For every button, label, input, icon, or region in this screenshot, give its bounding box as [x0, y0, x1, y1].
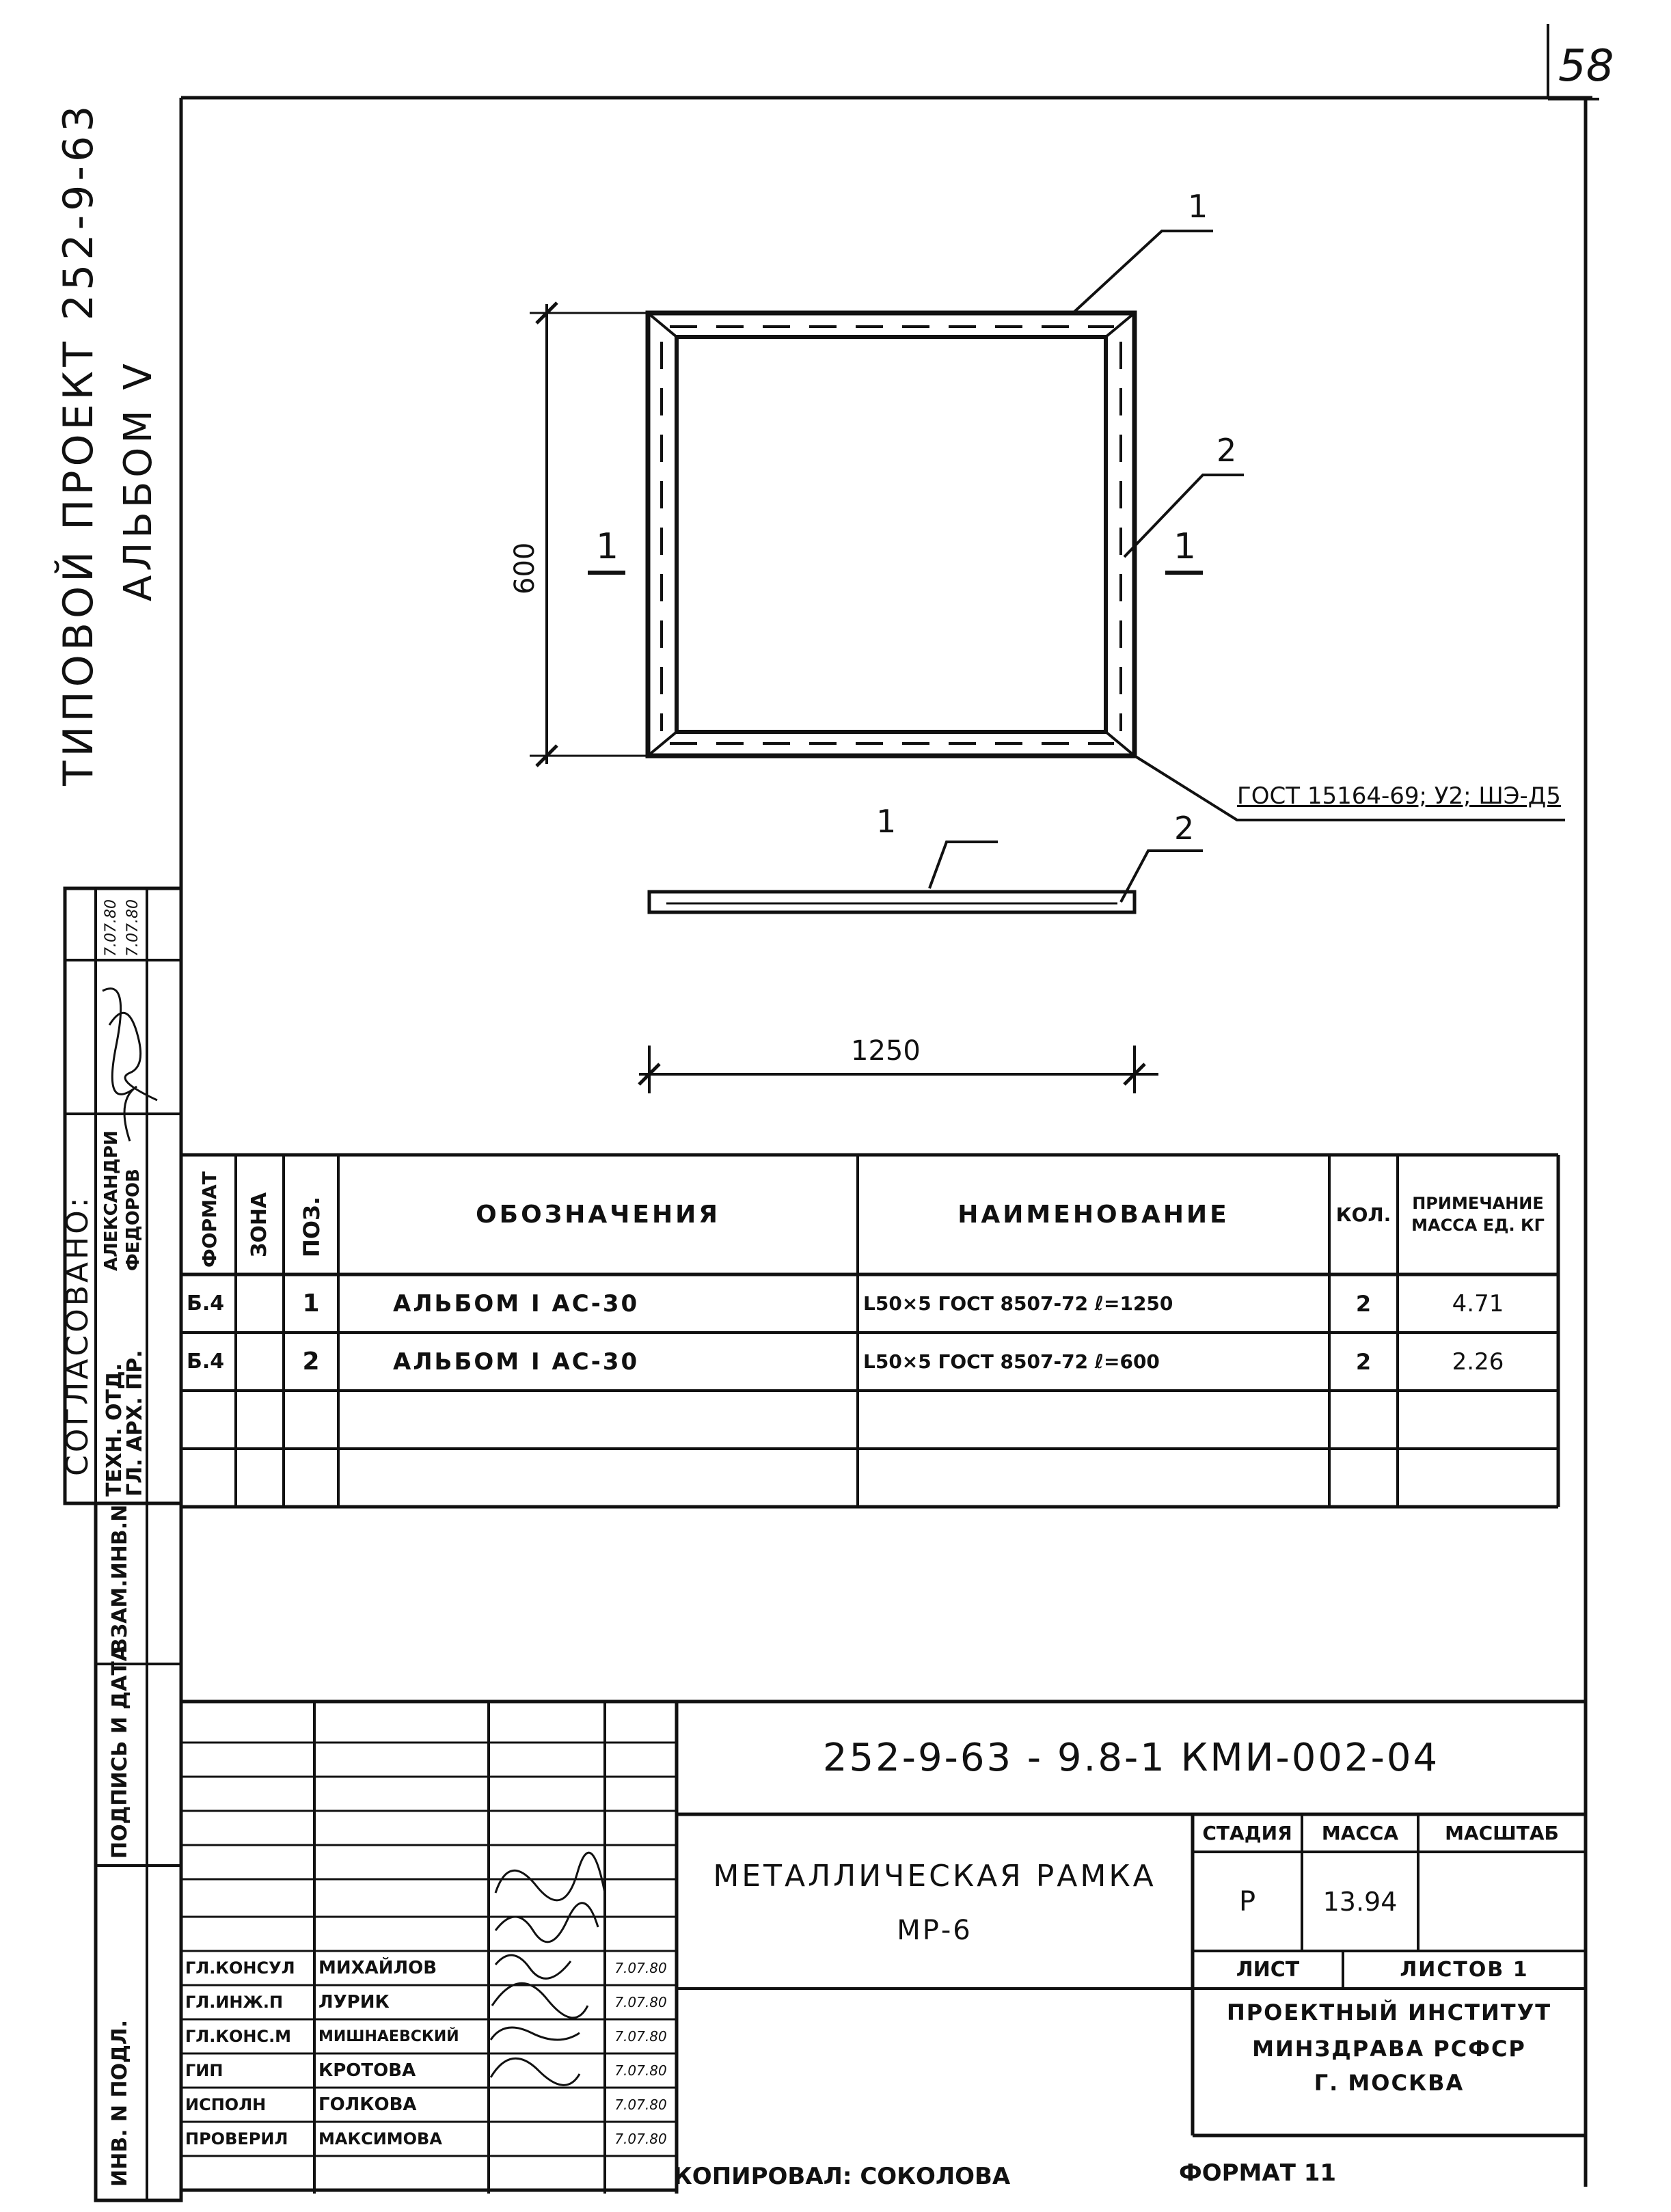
sig-name-2: ЛУРИК [318, 1992, 390, 2012]
callout-leader-1 [1073, 231, 1213, 313]
approval-role-2: ГЛ. АРХ. ПР. [123, 1350, 147, 1497]
weld-note: ГОСТ 15164-69; У2; ШЭ-Д5 [1237, 782, 1561, 810]
sig-name-6: МАКСИМОВА [318, 2129, 442, 2148]
callout-1-top: 1 [1188, 188, 1208, 225]
frame-inner-edge [677, 337, 1106, 732]
sheet-label: ЛИСТ [1236, 1958, 1300, 1982]
stamp-inv-podl: ИНВ. N ПОДЛ. [108, 2019, 132, 2187]
spec-row-2-name: L50×5 ГОСТ 8507-72 ℓ=600 [863, 1350, 1160, 1373]
spec-header-zone: ЗОНА [247, 1192, 271, 1257]
spec-header-name: НАИМЕНОВАНИЕ [957, 1201, 1230, 1229]
spec-row-1-qty: 2 [1355, 1290, 1372, 1317]
dimension-1250: 1250 [851, 1035, 921, 1067]
sig-date-4: 7.07.80 [614, 2062, 667, 2079]
sig-date-1: 7.07.80 [614, 1960, 667, 1976]
spec-row-1-designation: АЛЬБОМ I АС-30 [393, 1289, 640, 1317]
sig-name-4: КРОТОВА [318, 2060, 416, 2081]
org-line3: Г. МОСКВА [1314, 2069, 1465, 2096]
spec-row-1-pos: 1 [302, 1289, 320, 1317]
dimension-600: 600 [509, 542, 541, 595]
section-mark-label-left: 1 [596, 526, 619, 567]
sheet-number: 58 [1558, 41, 1614, 92]
spec-row-2-designation: АЛЬБОМ I АС-30 [393, 1348, 640, 1376]
copied-by: КОПИРОВАЛ: СОКОЛОВА [673, 2163, 1011, 2190]
sig-role-6: ПРОВЕРИЛ [185, 2129, 288, 2148]
spec-header-designation: ОБОЗНАЧЕНИЯ [476, 1201, 720, 1229]
spec-row-2-pos: 2 [302, 1348, 320, 1376]
spec-row-1-name: L50×5 ГОСТ 8507-72 ℓ=1250 [863, 1292, 1173, 1315]
signature-scribbles [103, 989, 605, 2086]
callout-2-section: 2 [1174, 810, 1195, 847]
mass-value: 13.94 [1322, 1886, 1398, 1917]
spec-row-2-qty: 2 [1355, 1348, 1372, 1375]
org-line1: ПРОЕКТНЫЙ ИНСТИТУТ [1226, 1999, 1552, 2025]
spec-header-note [1398, 1155, 1558, 1274]
scale-label: МАСШТАБ [1445, 1822, 1559, 1844]
spec-header-qty: КОЛ. [1335, 1203, 1391, 1226]
side-title-line2: АЛЬБОМ V [116, 359, 161, 601]
scale-value [1418, 1852, 1586, 1951]
sig-date-3: 7.07.80 [614, 2028, 667, 2045]
spec-row-1-note: 4.71 [1452, 1289, 1504, 1317]
callout-leader-section-1 [929, 842, 998, 888]
approval-header: СОГЛАСОВАНО: [60, 1194, 95, 1476]
frame-outer-edge [648, 313, 1135, 756]
approval-name-1: АЛЕКСАНДРИ [101, 1130, 122, 1271]
sig-date-6: 7.07.80 [614, 2131, 667, 2147]
drawing-title-line1: МЕТАЛЛИЧЕСКАЯ РАМКА [713, 1858, 1156, 1894]
sig-date-2: 7.07.80 [614, 1994, 667, 2010]
sig-role-1: ГЛ.КОНСУЛ [185, 1958, 295, 1978]
spec-row-1-zone [236, 1274, 284, 1333]
paper-format: ФОРМАТ 11 [1179, 2159, 1337, 2187]
spec-row-2-zone [236, 1333, 284, 1391]
sig-name-1: МИХАЙЛОВ [318, 1958, 437, 1978]
spec-header-note-text: ПРИМЕЧАНИЕ МАССА ЕД. КГ [1411, 1194, 1545, 1235]
sig-name-5: ГОЛКОВА [318, 2094, 417, 2115]
approval-date-2: 7.07.80 [124, 899, 141, 957]
approval-role-1: ТЕХН. ОТД. [103, 1363, 126, 1497]
spec-row-1-format: Б.4 [187, 1292, 225, 1315]
stage-label: СТАДИЯ [1202, 1822, 1292, 1844]
spec-header-format: ФОРМАТ [198, 1171, 221, 1268]
sig-name-3: МИШНАЕВСКИЙ [318, 2027, 459, 2045]
approval-name-2: ФЕДОРОВ [123, 1169, 144, 1271]
section-mark-label-right: 1 [1173, 526, 1197, 567]
spec-header-pos: ПОЗ. [299, 1197, 325, 1257]
sig-role-5: ИСПОЛН [185, 2095, 267, 2114]
mass-label: МАССА [1321, 1822, 1399, 1844]
section-view-outline [649, 892, 1135, 912]
sig-role-3: ГЛ.КОНС.М [185, 2027, 292, 2046]
stage-value: Р [1238, 1885, 1256, 1917]
callout-2-right: 2 [1217, 432, 1237, 469]
drawing-title-line2: МР-6 [897, 1915, 973, 1946]
spec-row-2-format: Б.4 [187, 1350, 225, 1374]
approval-date-1: 7.07.80 [103, 899, 120, 957]
sig-role-4: ГИП [185, 2061, 223, 2080]
sheets-label: ЛИСТОВ 1 [1400, 1958, 1529, 1982]
spec-row-2-note: 2.26 [1452, 1348, 1504, 1376]
stamp-podpis-data: ПОДПИСЬ И ДАТА [108, 1645, 132, 1859]
side-title-line1: ТИПОВОЙ ПРОЕКТ 252-9-63 [55, 101, 103, 786]
sig-date-5: 7.07.80 [614, 2097, 667, 2113]
stamp-vzam-inv: ВЗАМ.ИНВ.N [108, 1504, 132, 1654]
callout-1-section: 1 [876, 803, 897, 840]
sig-role-2: ГЛ.ИНЖ.П [185, 1993, 284, 2012]
org-line2: МИНЗДРАВА РСФСР [1252, 2035, 1526, 2062]
document-code: 252-9-63 - 9.8-1 КМИ-002-04 [822, 1736, 1440, 1780]
